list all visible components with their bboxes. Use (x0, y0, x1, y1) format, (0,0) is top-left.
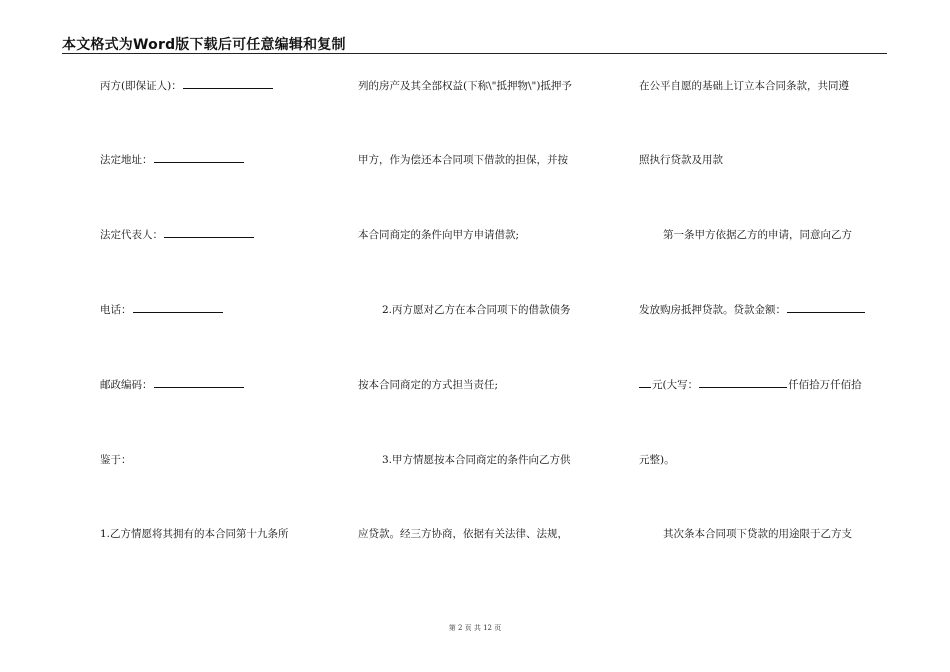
text-line (639, 303, 866, 317)
line-text: 3.甲方情愿按本合同商定的条件向乙方供 (382, 454, 571, 466)
text-line (358, 303, 571, 317)
line-text: 电话： (100, 304, 132, 316)
text-line (639, 378, 862, 392)
text-line (358, 79, 572, 93)
text-line (639, 153, 723, 167)
line-text: 丙方(即保证人)： (100, 80, 182, 92)
fill-blank[interactable] (133, 303, 223, 313)
line-text: 应贷款。经三方协商，依据有关法律、法规， (358, 528, 568, 540)
text-line (100, 153, 245, 167)
line-text: 按本合同商定的方式担当责任; (358, 379, 499, 391)
line-text: 在公平自愿的基础上订立本合同条款，共同遵 (639, 80, 849, 92)
fill-blank[interactable] (154, 378, 244, 388)
fill-blank[interactable] (787, 303, 865, 313)
line-text: 本合同商定的条件向甲方申请借款; (358, 229, 520, 241)
line-text: 第一条甲方依据乙方的申请，同意向乙方 (663, 229, 852, 241)
text-line (100, 228, 255, 242)
text-line (639, 79, 849, 93)
line-text-after: 仟佰拾万仟佰拾 (788, 379, 862, 391)
fill-blank[interactable] (154, 153, 244, 163)
line-text: 元(大写： (652, 379, 699, 391)
text-line (100, 527, 289, 541)
line-text: 1.乙方情愿将其拥有的本合同第十九条所 (100, 528, 289, 540)
text-line (358, 378, 498, 392)
line-text: 元整)。 (639, 454, 675, 466)
line-text: 法定地址： (100, 154, 153, 166)
line-text: 法定代表人： (100, 229, 163, 241)
text-line (358, 153, 568, 167)
text-line (358, 453, 571, 467)
document-header-title: 本文格式为Word版下载后可任意编辑和复制 (62, 37, 346, 53)
text-line (100, 79, 274, 93)
line-text: 列的房产及其全部权益(下称\"抵押物\")抵押予 (358, 80, 572, 92)
text-line (100, 453, 132, 467)
line-text: 邮政编码： (100, 379, 153, 391)
line-text: 其次条本合同项下贷款的用途限于乙方支 (663, 528, 852, 540)
text-line (100, 378, 245, 392)
line-text: 2.丙方愿对乙方在本合同项下的借款债务 (382, 304, 571, 316)
text-line (639, 453, 675, 467)
text-line (639, 228, 852, 242)
line-text: 照执行贷款及用款 (639, 154, 723, 166)
fill-blank[interactable] (164, 228, 254, 238)
page-number-footer: 第 2 页 共 12 页 (448, 624, 502, 632)
fill-blank[interactable] (183, 79, 273, 89)
fill-blank[interactable] (699, 378, 787, 388)
line-text: 发放购房抵押贷款。贷款金额： (639, 304, 786, 316)
header-divider (62, 53, 887, 54)
fill-blank[interactable] (639, 378, 651, 388)
text-line (100, 303, 224, 317)
text-line (358, 228, 519, 242)
line-text: 鉴于： (100, 454, 132, 466)
text-line (358, 527, 568, 541)
line-text: 甲方，作为偿还本合同项下借款的担保，并按 (358, 154, 568, 166)
text-line (639, 527, 852, 541)
